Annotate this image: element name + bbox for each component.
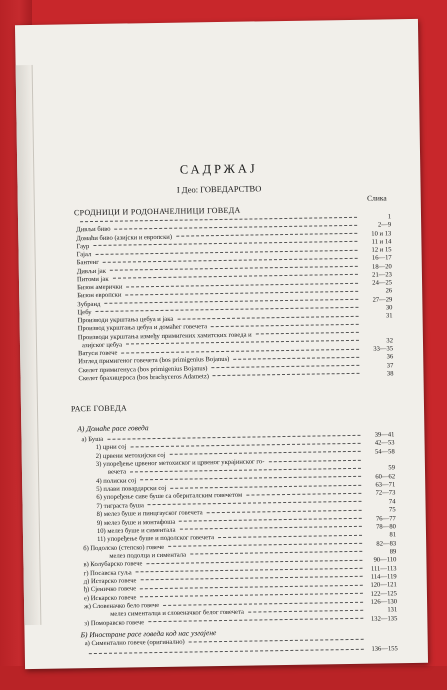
toc-entry-figure-numbers: 36: [386, 353, 394, 361]
leader-dashes: [256, 332, 359, 335]
leader-dashes: [169, 451, 360, 455]
leader-dashes: [246, 493, 361, 496]
toc-entry-figure-numbers: 60—62: [375, 473, 396, 481]
toc-entry-figure-numbers: 126—130: [370, 598, 398, 606]
toc-entry-figure-numbers: 24—25: [372, 279, 393, 287]
toc-entry-label: Изглед примигеног говечета (bos primigenius Bojanus): [78, 356, 230, 366]
toc-entry-label: мелез сименталца и словеначког белог говечета: [110, 609, 245, 619]
leader-dashes: [218, 535, 362, 538]
toc-entry-label: 11) упоређење буше и подолског говечета: [97, 534, 215, 544]
toc-entry-figure-numbers: 111—113: [370, 564, 397, 573]
toc-entry-figure-numbers: 136—155: [371, 645, 398, 653]
toc-entry-label: а) Симентално говече (оригинално): [84, 638, 185, 648]
leader-dashes: [140, 593, 363, 597]
toc-entry-label: Бизон европски: [77, 291, 122, 300]
toc-entry-label: 4) полиски сој: [96, 477, 137, 485]
toc-entry-figure-numbers: 27—29: [372, 295, 393, 304]
toc-entry-label: Гаур: [76, 242, 90, 251]
toc-entry-figure-numbers: 114—119: [370, 573, 397, 581]
leader-dashes: [189, 638, 364, 642]
toc-entry-label: Производ укрштања цебуа и домаћег говечета: [77, 323, 208, 333]
leader-dashes: [125, 291, 358, 296]
leader-dashes: [268, 459, 360, 461]
toc-entry-label: Гајал: [76, 251, 92, 259]
toc-entry-figure-numbers: 21—23: [372, 271, 392, 279]
toc-entry-label: 5) плави повардарски сој: [96, 484, 167, 494]
toc-entry-figure-numbers: 75: [388, 506, 396, 514]
toc-entry-label: Ватуси говече: [78, 349, 118, 358]
leader-dashes: [148, 501, 362, 505]
toc-entry-label: азијског цебуа: [81, 341, 123, 349]
toc-entry-label: Питоми јак: [76, 275, 109, 284]
leader-dashes: [148, 618, 363, 622]
toc-entry-figure-numbers: 132—135: [370, 614, 398, 623]
toc-entry-figure-numbers: 81: [389, 531, 397, 539]
leader-dashes: [103, 258, 358, 263]
toc-entry-figure-numbers: 54—58: [374, 447, 395, 456]
toc-entry-figure-numbers: 131: [387, 606, 398, 614]
toc-entry-figure-numbers: 59: [388, 464, 396, 472]
toc-entry-label: е) Искарско говече: [83, 594, 137, 602]
leader-dashes: [121, 348, 359, 353]
toc-entry-label: Производи укрштања између примигених хамитских говеда и: [77, 331, 252, 341]
toc-entry-figure-numbers: 16—17: [371, 254, 392, 262]
leader-dashes: [115, 225, 358, 230]
toc-entry-figure-numbers: 11 и 14: [371, 238, 392, 246]
leader-dashes: [126, 282, 358, 287]
leader-dashes: [146, 560, 362, 564]
leader-dashes: [104, 299, 358, 304]
document-page: [15, 19, 428, 669]
subheading-foreign: Б) Иностране расе говеда код нас узгајене: [80, 628, 217, 640]
toc-entry-figure-numbers: 2—9: [377, 221, 392, 229]
toc-entry-figure-numbers: 42—53: [374, 439, 395, 447]
leader-dashes: [207, 509, 362, 512]
toc-entry-figure-numbers: 122—125: [370, 589, 397, 598]
toc-entry-label: б) Подолско (степско) говече: [83, 543, 165, 552]
toc-entry-label: 7) тиграста буша: [96, 502, 144, 510]
toc-entry-figure-numbers: 90—110: [373, 556, 397, 564]
toc-entry-figure-numbers: 120—121: [370, 581, 397, 589]
toc-entry-figure-numbers: 82—83: [376, 539, 397, 548]
leader-dashes: [126, 340, 359, 345]
toc-entry-label: ђ) Сјеничко говече: [83, 585, 137, 594]
leader-dashes: [140, 585, 363, 589]
section-heading-breeds: РАСЕ ГОВЕДА: [70, 403, 128, 414]
toc-entry-figure-numbers: 74: [388, 498, 396, 506]
leader-dashes: [140, 476, 361, 480]
toc-entry-label: 6) упоређење сиве буше са обернталским говечетом: [96, 492, 243, 502]
leader-dashes: [130, 443, 360, 448]
toc-entry-label: Домаћи биво (азијски и европски): [76, 233, 173, 242]
leader-dashes: [179, 526, 361, 530]
toc-entry-figure-numbers: 39—41: [374, 431, 395, 439]
toc-entry-label: Цебу: [77, 308, 92, 317]
leader-dashes: [248, 610, 363, 613]
leader-dashes: [170, 484, 361, 488]
leader-dashes: [163, 601, 363, 605]
leader-dashes: [80, 216, 357, 221]
leader-dashes: [95, 249, 357, 254]
leader-dashes: [213, 373, 360, 376]
toc-entry-figure-numbers: 32: [386, 337, 394, 345]
column-header: Слика: [367, 193, 387, 203]
leader-dashes: [179, 518, 362, 522]
toc-entry-label: вечета: [107, 468, 127, 477]
toc-entry-label: Дивљи биво: [76, 225, 111, 234]
toc-entry-figure-numbers: 31: [385, 312, 393, 320]
toc-entry-figure-numbers: 72—73: [375, 489, 396, 498]
toc-entry-label: 2) црвени метохијски сој: [95, 451, 166, 460]
leader-dashes: [177, 315, 358, 319]
toc-entry-label: мелез подолца и симентала: [109, 551, 187, 560]
toc-entry-label: ж) Словеначко бело говече: [84, 602, 160, 611]
toc-entry-figure-numbers: 89: [389, 548, 397, 556]
leader-dashes: [110, 266, 358, 271]
leader-dashes: [211, 324, 359, 327]
leader-dashes: [93, 241, 357, 246]
toc-entry-label: Бантенг: [76, 259, 100, 267]
leader-dashes: [107, 434, 360, 439]
page-title: САДРЖАЈ: [179, 161, 258, 177]
toc-entry-figure-numbers: 78—80: [376, 523, 396, 531]
toc-entry-figure-numbers: 18—20: [371, 262, 392, 271]
leader-dashes: [176, 233, 357, 237]
leader-dashes: [89, 648, 364, 653]
leader-dashes: [233, 357, 359, 360]
toc-entry-label: 1) црни сој: [95, 443, 127, 452]
toc-entry-label: д) Истарско говече: [83, 577, 137, 586]
toc-entry-figure-numbers: 10 и 13: [371, 229, 392, 238]
toc-entry-label: 3) упоређење црвеног метохиског и црвеног украјинског го-: [95, 458, 265, 469]
toc-entry-figure-numbers: 38: [386, 370, 394, 378]
toc-entry-label: Производи укрштања цебуа и јака: [77, 315, 174, 325]
toc-entry-label: Бизон амерички: [77, 283, 123, 292]
toc-entry-figure-numbers: 30: [385, 304, 393, 312]
leader-dashes: [140, 576, 362, 580]
part-heading: I Део: ГОВЕДАРСТВО: [176, 183, 262, 195]
toc-entry-figure-numbers: 37: [386, 361, 394, 369]
toc-entry-figure-numbers: 12 и 15: [371, 246, 392, 254]
toc-entry-figure-numbers: 33—35: [373, 345, 394, 353]
toc-entry-label: Скелет брахицероса (bos brachyceros Adametz): [78, 372, 210, 382]
toc-entry-label: а) Буша: [81, 435, 104, 444]
leader-dashes: [136, 568, 363, 573]
subheading-domestic: А) Домаће расе говеда: [77, 423, 149, 434]
toc-entry-label: в) Колубарско говече: [83, 560, 143, 569]
leader-dashes: [113, 274, 358, 279]
toc-entry-label: Дивљи јак: [76, 267, 106, 275]
leader-dashes: [96, 307, 359, 312]
section-heading-relatives: СРОДНИЦИ И РОДОНАЧЕЛНИЦИ ГОВЕДА: [73, 205, 241, 218]
toc-entry-label: 8) мелез буше и пинцгауског говечета: [96, 509, 203, 519]
toc-entry-label: з) Поморавско говече: [84, 618, 145, 627]
background-bottom: [0, 666, 447, 690]
toc-entry-figure-numbers: 76—77: [375, 514, 396, 523]
toc-entry-label: 10) мелез буше и симентала: [96, 526, 176, 535]
leader-dashes: [130, 468, 361, 473]
toc-entry-label: 9) мелез буше и монтафоша: [96, 518, 176, 527]
toc-entry-label: Скелет примигенуса (bos primigenius Bojanus): [78, 364, 208, 374]
toc-entry-label: г) Посавска гуља: [83, 569, 132, 577]
toc-entry-figure-numbers: 1: [387, 213, 392, 221]
leader-dashes: [168, 543, 362, 547]
toc-entry-figure-numbers: 26: [385, 287, 393, 295]
leader-dashes: [211, 365, 359, 368]
toc-entry-label: Зубранд: [77, 300, 101, 308]
toc-entry-figure-numbers: 63—71: [375, 481, 396, 489]
leader-dashes: [190, 551, 362, 555]
